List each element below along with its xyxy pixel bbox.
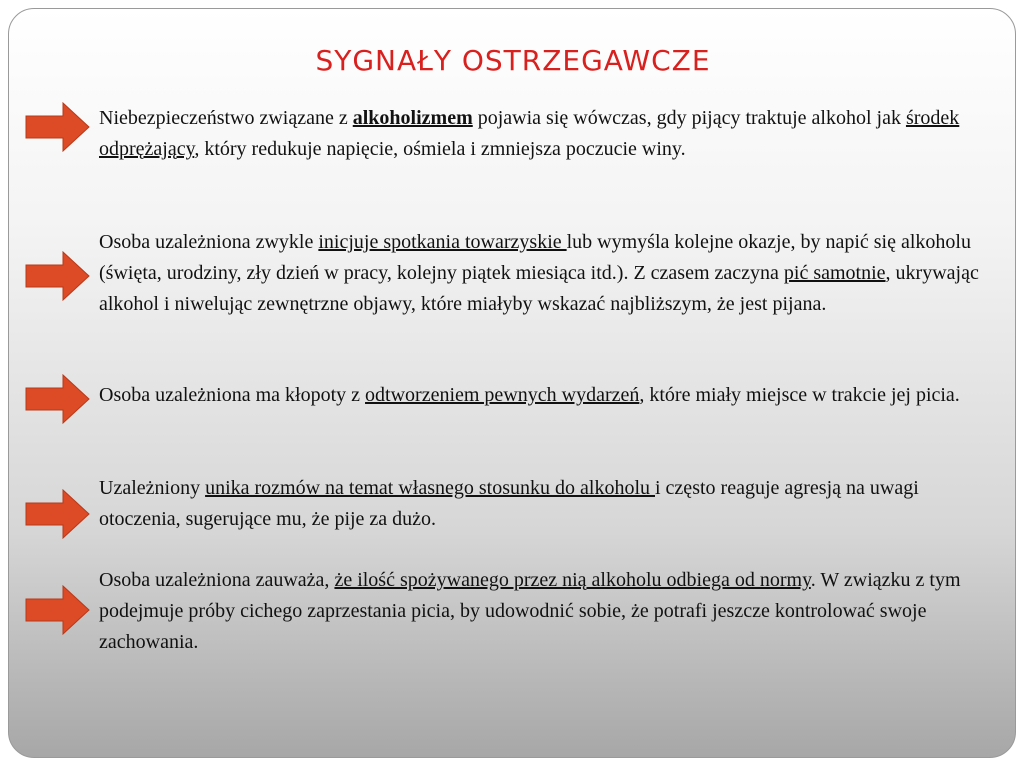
keyword-ilosc-alkoholu: że ilość spożywanego przez nią alkoholu odbiega od normy — [334, 569, 811, 591]
keyword-odtworzenie-wydarzen: odtworzeniem pewnych wydarzeń — [365, 384, 640, 406]
keyword-alkoholizmem: alkoholizmem — [352, 107, 473, 129]
arrow-right-icon — [25, 102, 91, 152]
paragraph-alcoholism-definition: Niebezpieczeństwo związane z alkoholizmem pojawia się wówczas, gdy pijący traktuje alkohol jak środek odprężający, który redukuje napięcie, ośmiela i zmniejsza poczucie winy. — [99, 107, 960, 160]
paragraph-avoids-conversations: Uzależniony unika rozmów na temat własnego stosunku do alkoholu i często reaguje agresją na uwagi otoczenia, sugerujące mu, że pije za dużo. — [99, 477, 919, 530]
arrow-right-icon — [25, 489, 91, 539]
paragraph-social-drinking: Osoba uzależniona zwykle inicjuje spotkania towarzyskie lub wymyśla kolejne okazje, by napić się alkoholu (święta, urodziny, zły dzień w pracy, kolejny piątek miesiąca itd.). Z czasem zaczyna pić samotnie, ukrywając alkohol i niwelując zewnętrzne objawy, które miałyby wskazać najbliższym, że jest pijana. — [99, 231, 979, 315]
keyword-srodek-odprezajacy: środek odprężający — [99, 107, 960, 160]
slide-title: SYGNAŁY OSTRZEGAWCZE — [315, 44, 711, 77]
keyword-unika-rozmow: unika rozmów na temat własnego stosunku do alkoholu — [205, 477, 655, 499]
arrow-right-icon — [25, 251, 91, 301]
paragraph-memory-problems: Osoba uzależniona ma kłopoty z odtworzeniem pewnych wydarzeń, które miały miejsce w trakcie jej picia. — [99, 384, 960, 406]
keyword-inicjuje-spotkania: inicjuje spotkania towarzyskie — [318, 231, 567, 253]
keyword-pic-samotnie: pić samotnie — [783, 262, 886, 284]
paragraph-drinking-amount: Osoba uzależniona zauważa, że ilość spożywanego przez nią alkoholu odbiega od normy. W związku z tym podejmuje próby cichego zaprzestania picia, by udowodnić sobie, że potrafi jeszcze kontrolować swoje zachowania. — [99, 569, 961, 653]
arrow-right-icon — [25, 374, 91, 424]
slide-panel — [8, 8, 1016, 758]
arrow-right-icon — [25, 585, 91, 635]
